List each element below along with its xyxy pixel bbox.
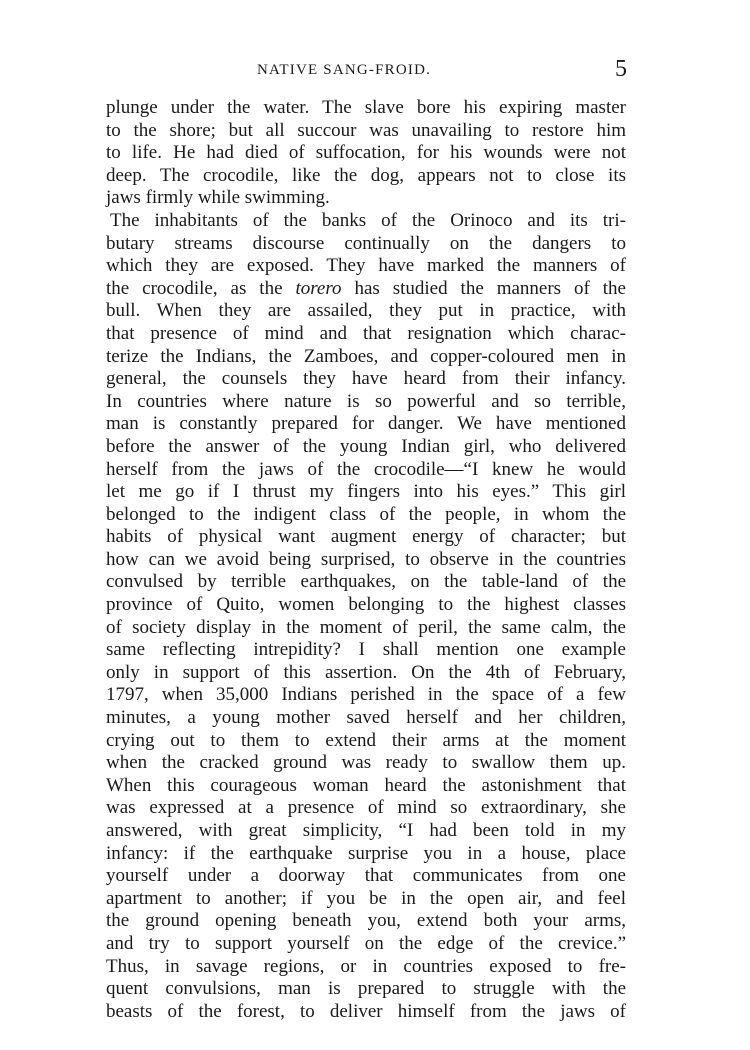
text-line: deep. The crocodile, like the dog, appears not to close its xyxy=(106,164,626,186)
text-line: minutes, a young mother saved herself and her children, xyxy=(106,707,626,729)
text-line: 1797, when 35,000 Indians perished in the space of a few xyxy=(106,684,626,706)
text-line: that presence of mind and that resignation which charac- xyxy=(106,322,626,344)
text-line: how can we avoid being surprised, to observe in the countries xyxy=(106,548,626,570)
text-line: habits of physical want augment energy of character; but xyxy=(106,526,626,548)
text-line: In countries where nature is so powerful and so terrible, xyxy=(106,390,626,412)
text-line: let me go if I thrust my fingers into his eyes.” This girl xyxy=(106,481,626,503)
text-line: was expressed at a presence of mind so extraordinary, she xyxy=(106,797,626,819)
text-line: apartment to another; if you be in the open air, and feel xyxy=(106,887,626,909)
text-line: to the shore; but all succour was unavailing to restore him xyxy=(106,119,626,141)
text-line: plunge under the water. The slave bore his expiring master xyxy=(106,97,626,118)
text-line: before the answer of the young Indian girl, who delivered xyxy=(106,435,626,457)
text-line: which they are exposed. They have marked the manners of xyxy=(106,255,626,277)
text-line: yourself under a doorway that communicates from one xyxy=(106,865,626,887)
text-line: the crocodile, as the torero has studied the manners of the xyxy=(106,277,626,299)
text-line: general, the counsels they have heard from their infancy. xyxy=(106,368,626,390)
text-line: butary streams discourse continually on the dangers to xyxy=(106,232,626,254)
text-line: crying out to them to extend their arms at the moment xyxy=(106,729,626,751)
text-line: infancy: if the earthquake surprise you in a house, place xyxy=(106,842,626,864)
running-title: NATIVE SANG-FROID. xyxy=(257,62,432,78)
text-line: The inhabitants of the banks of the Orinoco and its tri- xyxy=(110,209,626,231)
text-line: and try to support yourself on the edge of the crevice.” xyxy=(106,932,626,954)
text-line: same reflecting intrepidity? I shall mention one example xyxy=(106,639,626,661)
text-line: to life. He had died of suffocation, for his wounds were not xyxy=(106,142,626,164)
text-line: province of Quito, women belonging to the highest classes xyxy=(106,594,626,616)
text-line: when the cracked ground was ready to swallow them up. xyxy=(106,752,626,774)
text-line: Thus, in savage regions, or in countries exposed to fre- xyxy=(106,955,626,977)
text-line: jaws firmly while swimming. xyxy=(106,187,330,209)
text-line: herself from the jaws of the crocodile—“I knew he would xyxy=(106,458,626,480)
body-text xyxy=(106,97,626,1023)
text-line: convulsed by terrible earthquakes, on the table-land of the xyxy=(106,571,626,593)
text-line: only in support of this assertion. On the 4th of February, xyxy=(106,661,626,683)
text-line: man is constantly prepared for danger. We have mentioned xyxy=(106,413,626,435)
running-head xyxy=(105,58,627,88)
page-number: 5 xyxy=(615,56,627,82)
text-line: of society display in the moment of peril, the same calm, the xyxy=(106,616,626,638)
text-line: When this courageous woman heard the astonishment that xyxy=(106,774,626,796)
text-line: terize the Indians, the Zamboes, and copper-coloured men in xyxy=(106,345,626,367)
text-line: beasts of the forest, to deliver himself from the jaws of xyxy=(106,1000,626,1022)
text-line: the ground opening beneath you, extend both your arms, xyxy=(106,910,626,932)
text-line: belonged to the indigent class of the people, in whom the xyxy=(106,503,626,525)
text-line: answered, with great simplicity, “I had been told in my xyxy=(106,820,626,841)
text-line: bull. When they are assailed, they put in practice, with xyxy=(106,300,626,322)
text-line: quent convulsions, man is prepared to struggle with the xyxy=(106,978,626,1000)
